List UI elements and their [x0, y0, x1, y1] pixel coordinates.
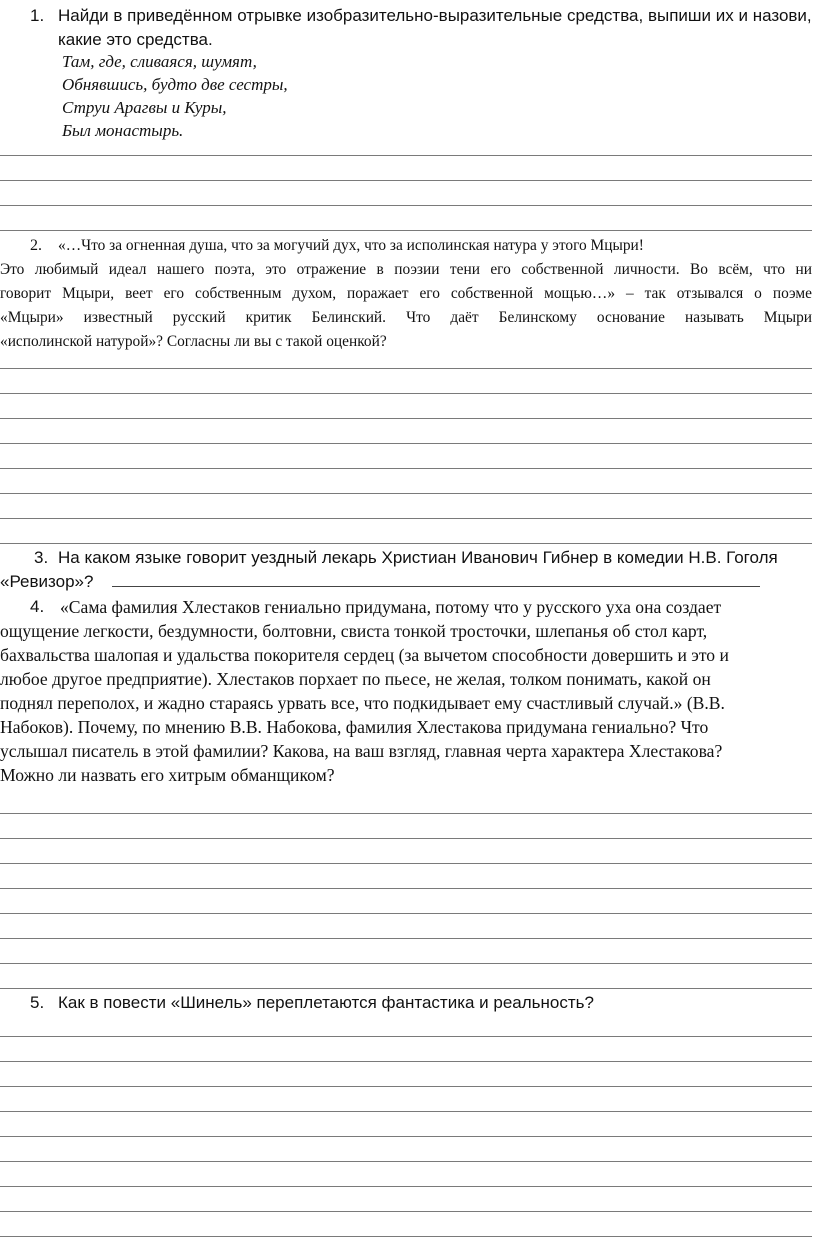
answer-line[interactable] [0, 913, 812, 914]
answer-line[interactable] [0, 888, 812, 889]
answer-line[interactable] [0, 1061, 812, 1062]
question-4-text-line: ощущение легкости, бездумности, болтовни, свиста тонкой тросточки, шлепанья об стол карт, [0, 621, 708, 641]
answer-line[interactable] [0, 1186, 812, 1187]
answer-line[interactable] [0, 1136, 812, 1137]
question-4-text-line: поднял переполох, и жадно стараясь урвать все, что подкидывает ему счастливый случай.» (В.В. [0, 693, 725, 713]
question-4-text-line: Можно ли назвать его хитрым обманщиком? [0, 765, 335, 785]
question-4-text-line: «Сама фамилия Хлестаков гениально придумана, потому что у русского уха она создает [60, 597, 722, 617]
question-4-text-line: Набоков). Почему, по мнению В.В. Набокова, фамилия Хлестакова придумана гениально? Что [0, 717, 709, 737]
question-2-text-line-2: Это любимый идеал нашего поэта, это отражение в поэзии тени его собственной личности. Во всём, что ни [0, 261, 812, 278]
answer-line[interactable] [0, 493, 812, 494]
answer-line[interactable] [0, 963, 812, 964]
poem-line: Струи Арагвы и Куры, [62, 98, 227, 117]
answer-line[interactable] [0, 1086, 812, 1087]
poem-line: Был монастырь. [62, 121, 184, 140]
question-3-text-line-2 [0, 570, 760, 594]
answer-line[interactable] [0, 543, 812, 544]
question-2-text-line-1: «…Что за огненная душа, что за могучий дух, что за исполинская натура у этого Мцыри! [58, 237, 644, 254]
question-4-text-line: любое другое предприятие). Хлестаков порхает по пьесе, не желая, толком понимать, какой он [0, 669, 711, 689]
answer-line[interactable] [0, 938, 812, 939]
answer-line[interactable] [0, 468, 812, 469]
answer-line[interactable] [0, 230, 812, 231]
answer-line[interactable] [0, 368, 812, 369]
answer-line[interactable] [0, 518, 812, 519]
question-1-number: 1. [30, 6, 45, 25]
poem-line: Обнявшись, будто две сестры, [62, 75, 288, 94]
answer-line[interactable] [0, 393, 812, 394]
poem-line: Там, где, сливаяся, шумят, [62, 52, 257, 71]
answer-line[interactable] [0, 1211, 812, 1212]
answer-line[interactable] [0, 813, 812, 814]
question-4-text-line: бахвальства шалопая и удальства покорителя сердец (за вычетом способности довершить и это и [0, 645, 729, 665]
answer-line[interactable] [0, 838, 812, 839]
answer-line[interactable] [0, 1036, 812, 1037]
answer-line[interactable] [0, 988, 812, 989]
question-2-text-line-5: «исполинской натурой»? Согласны ли вы с такой оценкой? [0, 333, 387, 350]
answer-line[interactable] [0, 1236, 812, 1237]
question-1-text-line-1: Найди в приведённом отрывке изобразительно-выразительные средства, выпиши их и назови, [58, 6, 812, 25]
answer-line[interactable] [0, 1111, 812, 1112]
question-5-number: 5. [30, 993, 45, 1012]
question-2-number: 2. [30, 237, 42, 254]
question-4-text-line: услышал писатель в этой фамилии? Какова, на ваш взгляд, главная черта характера Хлестакова? [0, 741, 723, 761]
answer-line[interactable] [0, 155, 812, 156]
question-1-text-line-2: какие это средства. [58, 30, 213, 49]
answer-line[interactable] [0, 863, 812, 864]
question-3-number: 3. [34, 548, 49, 567]
answer-blank[interactable] [112, 570, 760, 587]
answer-line[interactable] [0, 180, 812, 181]
question-5-text: Как в повести «Шинель» переплетаются фантастика и реальность? [58, 993, 594, 1012]
question-4-number: 4. [30, 597, 45, 616]
question-2-text-line-3: говорит Мцыри, веет его собственным духом, поражает его собственной мощью…» – так отзывался о поэме [0, 285, 812, 302]
answer-line[interactable] [0, 205, 812, 206]
answer-line[interactable] [0, 418, 812, 419]
question-3-text: «Ревизор»? [0, 572, 94, 591]
question-3-text-line-1: На каком языке говорит уездный лекарь Христиан Иванович Гибнер в комедии Н.В. Гоголя [58, 548, 778, 567]
answer-line[interactable] [0, 1161, 812, 1162]
question-2-text-line-4: «Мцыри» известный русский критик Белинский. Что даёт Белинскому основание называть Мцыри [0, 309, 812, 326]
answer-line[interactable] [0, 443, 812, 444]
